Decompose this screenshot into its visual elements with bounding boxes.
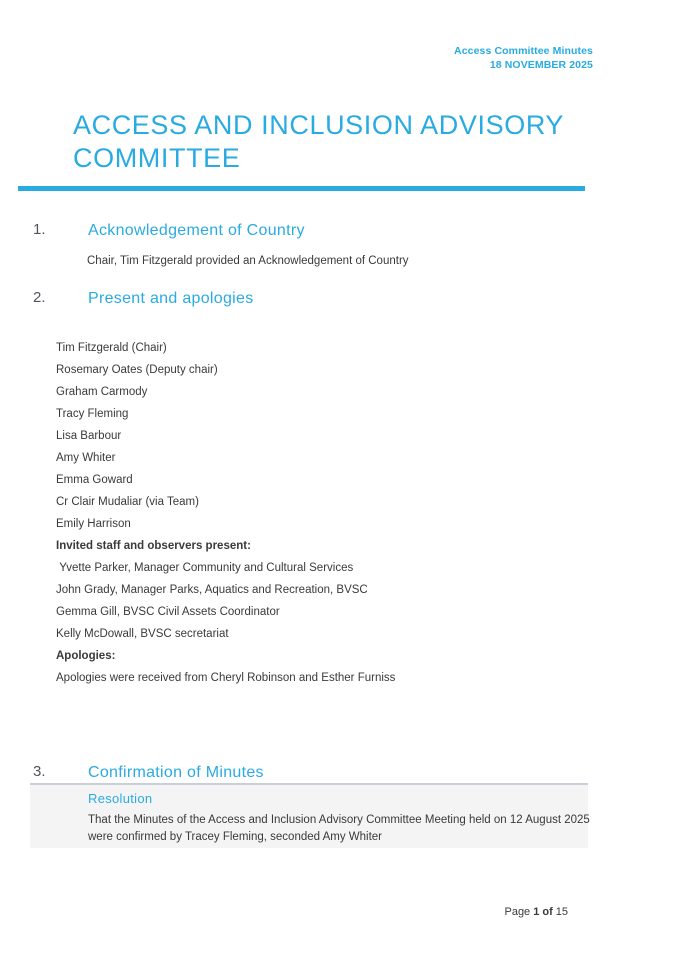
invited-staff-subheading: Invited staff and observers present: [56,540,251,552]
footer-page-total: 15 [555,906,568,918]
attendee-item: Tim Fitzgerald (Chair) [56,342,167,354]
attendee-item: Tracy Fleming [56,408,129,420]
attendee-item: John Grady, Manager Parks, Aquatics and Recreation, BVSC [56,584,368,596]
attendee-item: Graham Carmody [56,386,148,398]
resolution-box [30,783,588,848]
section-3-heading: Confirmation of Minutes [88,764,264,781]
footer-page-current: 1 of [533,906,553,918]
header-doc-date: 18 NOVEMBER 2025 [489,59,593,71]
header-doc-name: Access Committee Minutes [454,45,593,57]
title-divider-rule [18,186,585,191]
attendee-list [56,340,395,692]
attendee-item: Yvette Parker, Manager Community and Cultural Services [56,562,354,574]
page-number-footer [504,906,568,918]
resolution-label: Resolution [88,791,153,806]
section-3-number: 3. [33,763,46,780]
section-1-body: Chair, Tim Fitzgerald provided an Acknowledgement of Country [87,255,409,267]
header-meta [454,44,593,72]
section-1-heading: Acknowledgement of Country [88,222,305,239]
attendee-item: Kelly McDowall, BVSC secretariat [56,628,229,640]
attendee-item: Cr Clair Mudaliar (via Team) [56,496,199,508]
attendee-item: Emma Goward [56,474,133,486]
apologies-text: Apologies were received from Cheryl Robinson and Esther Furniss [56,672,396,684]
attendee-item: Gemma Gill, BVSC Civil Assets Coordinator [56,606,280,618]
page-title [73,109,564,175]
attendee-item: Rosemary Oates (Deputy chair) [56,364,218,376]
footer-page-label: Page [504,906,531,918]
attendee-item: Lisa Barbour [56,430,122,442]
section-1-number: 1. [33,221,46,238]
section-2-heading: Present and apologies [88,290,254,307]
page-title-line2: COMMITTEE [73,143,241,173]
apologies-subheading: Apologies: [56,650,116,662]
attendee-item: Emily Harrison [56,518,131,530]
attendee-item: Amy Whiter [56,452,116,464]
resolution-text: That the Minutes of the Access and Inclusion Advisory Committee Meeting held on 12 August 2025 were confirmed by Tracey Fleming, seconded Amy Whiter [88,814,590,843]
page-title-line1: ACCESS AND INCLUSION ADVISORY [73,110,565,140]
section-2-number: 2. [33,289,46,306]
